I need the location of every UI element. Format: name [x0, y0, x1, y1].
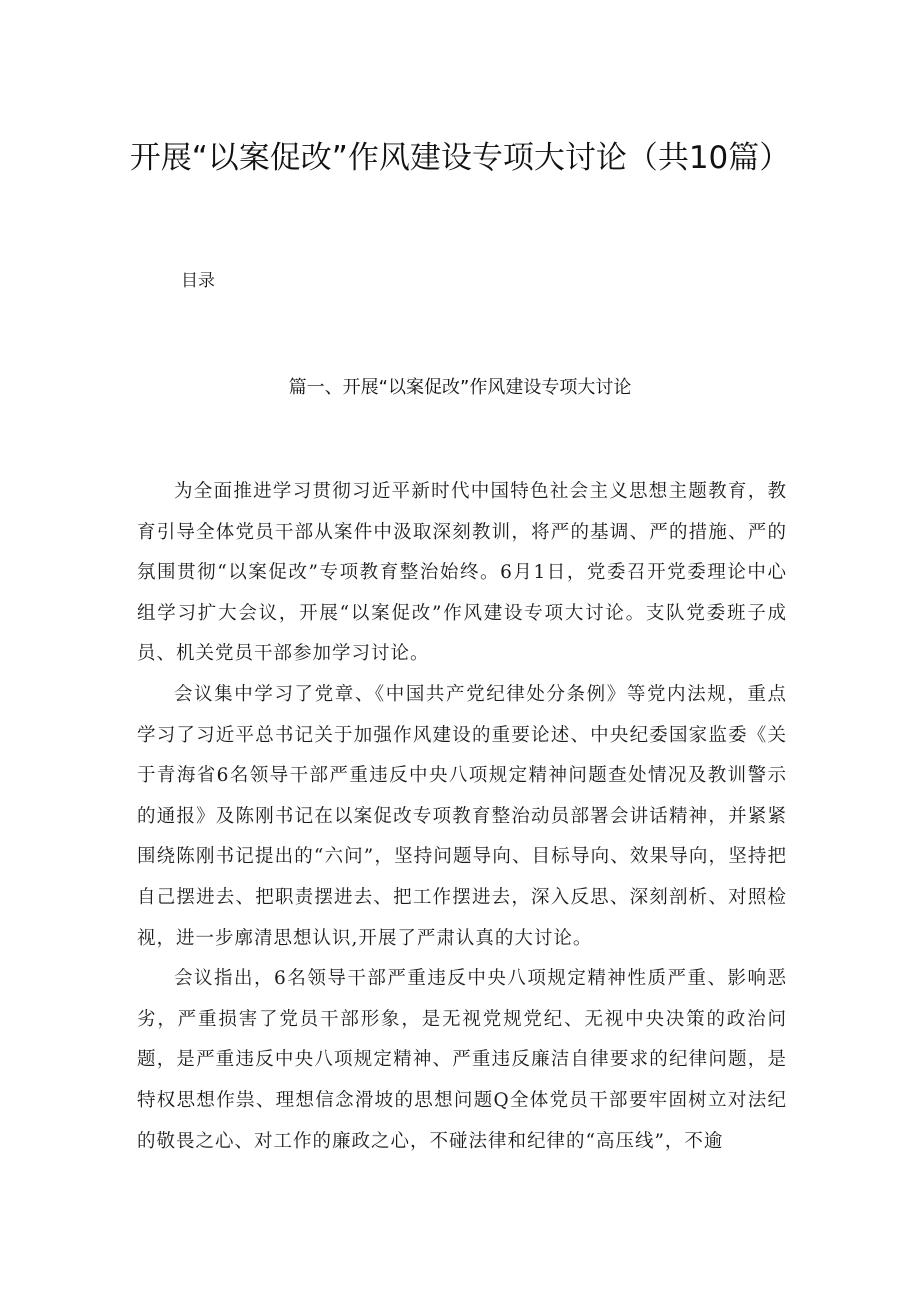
toc-label: 目录 [181, 271, 215, 291]
paragraph-1: 为全面推进学习贯彻习近平新时代中国特色社会主义思想主题教育，教育引导全体党员干部从案件中汲取深刻教训，将严的基调、严的措施、严的氛围贯彻“以案促改”专项教育整治始终。6月1日，党委召开党委理论中心组学习扩大会议，开展“以案促改”作风建设专项大讨论。支队党委班子成员、机关党员干部参加学习讨论。 [137, 481, 787, 665]
document-body [137, 472, 787, 1162]
paragraph-2: 会议集中学习了党章、《中国共产党纪律处分条例》等党内法规，重点学习了习近平总书记关于加强作风建设的重要论述、中央纪委国家监委《关于青海省6名领导干部严重违反中央八项规定精神问题查处情况及教训警示的通报》及陈刚书记在以案促改专项教育整治动员部署会讲话精神，并紧紧围绕陈刚书记提出的“六问”，坚持问题导向、目标导向、效果导向，坚持把自己摆进去、把职责摆进去、把工作摆进去，深入反思、深刻剖析、对照检视，进一步廓清思想认识,开展了严肃认真的大讨论。 [137, 683, 787, 949]
section-heading: 篇一、开展“以案促改”作风建设专项大讨论 [288, 377, 632, 398]
document-title: 开展“以案促改”作风建设专项大讨论（共10篇） [129, 140, 791, 176]
paragraph-3: 会议指出，6名领导干部严重违反中央八项规定精神性质严重、影响恶劣，严重损害了党员干部形象，是无视党规党纪、无视中央决策的政治问题，是严重违反中央八项规定精神、严重违反廉洁自律要求的纪律问题，是特权思想作祟、理想信念滑坡的思想问题Q全体党员干部要牢固树立对法纪的敬畏之心、对工作的廉政之心，不碰法律和纪律的“高压线”，不逾 [137, 968, 787, 1152]
